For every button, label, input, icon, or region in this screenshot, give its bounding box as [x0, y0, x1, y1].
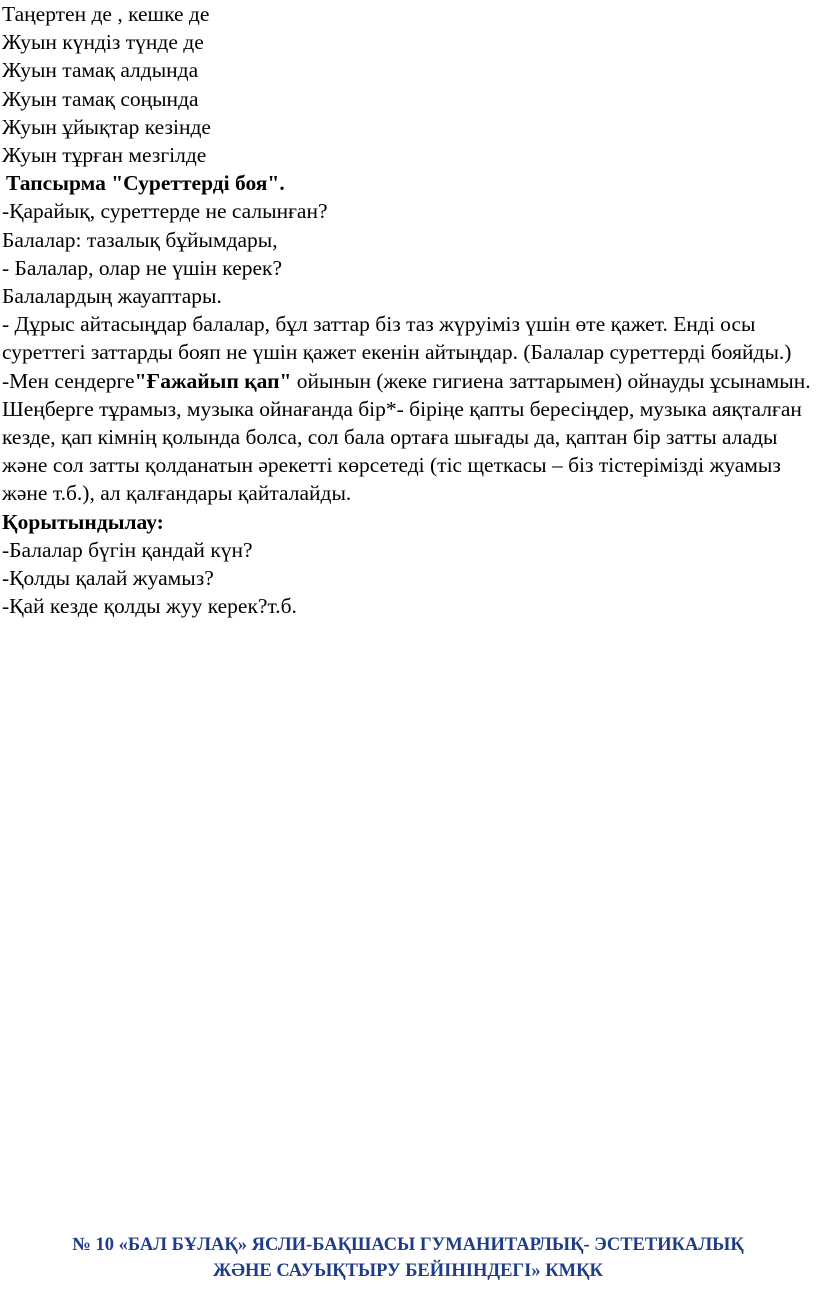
document-body [2, 0, 814, 620]
paragraph-game-rules: ойынын (жеке гигиена заттарымен) ойнауды ұсынамын. Шеңберге тұрамыз, музыка ойнағанда бір*- біріңе қапты бересіңдер, музыка аяқталған кезде, қап кімнің қолында болса, сол бала ортаға шығады да, қаптан бір затты алады және сол затты қолданатын әрекетті көрсетеді (тіс щеткасы – біз тістерімізді жуамыз және т.б.), ал қалғандары қайталайды. [2, 368, 811, 506]
summary-item-2: -Қолды қалай жуамыз? [2, 566, 214, 591]
footer-line-2: ЖӘНЕ САУЫҚТЫРУ БЕЙІНІНДЕГІ» КМҚК [213, 1261, 603, 1281]
dialogue-question-1: -Қарайық, суреттерде не салынған? [2, 199, 328, 224]
verse-line-5: Жуын ұйықтар кезінде [2, 114, 211, 139]
paragraph-coloring: - Дұрыс айтасыңдар балалар, бұл заттар біз таз жүруіміз үшін өте қажет. Енді осы суреттегі заттарды бояп не үшін қажет екенін айтыңдар. (Балалар суреттерді бояйды.) [2, 312, 792, 365]
page-footer [0, 1232, 816, 1284]
footer-line-1: № 10 «БАЛ БҰЛАҚ» ЯСЛИ-БАҚШАСЫ ГУМАНИТАРЛЫҚ- ЭСТЕТИКАЛЫҚ [72, 1235, 744, 1255]
summary-title: Қорытындылау: [2, 509, 164, 534]
paragraph-game-intro: -Мен сендерге [2, 368, 135, 393]
dialogue-question-2: - Балалар, олар не үшін керек? [2, 255, 283, 280]
dialogue-answer-1: Балалар: тазалық бұйымдары, [2, 227, 278, 252]
verse-line-4: Жуын тамақ соңында [2, 86, 199, 111]
game-title: "Ғажайып қап" [134, 368, 292, 393]
verse-line-6: Жуын тұрған мезгілде [2, 143, 207, 168]
dialogue-answer-2: Балалардың жауаптары. [2, 284, 222, 309]
paragraph-game [2, 367, 814, 508]
verse-line-2: Жуын күндіз түнде де [2, 30, 204, 55]
verse-line-3: Жуын тамақ алдында [2, 58, 199, 83]
task-title: Тапсырма "Суреттерді боя". [6, 171, 285, 196]
summary-item-1: -Балалар бүгін қандай күн? [2, 537, 253, 562]
summary-item-3: -Қай кезде қолды жуу керек?т.б. [2, 594, 297, 619]
verse-line-1: Таңертен де , кешке де [2, 2, 210, 26]
